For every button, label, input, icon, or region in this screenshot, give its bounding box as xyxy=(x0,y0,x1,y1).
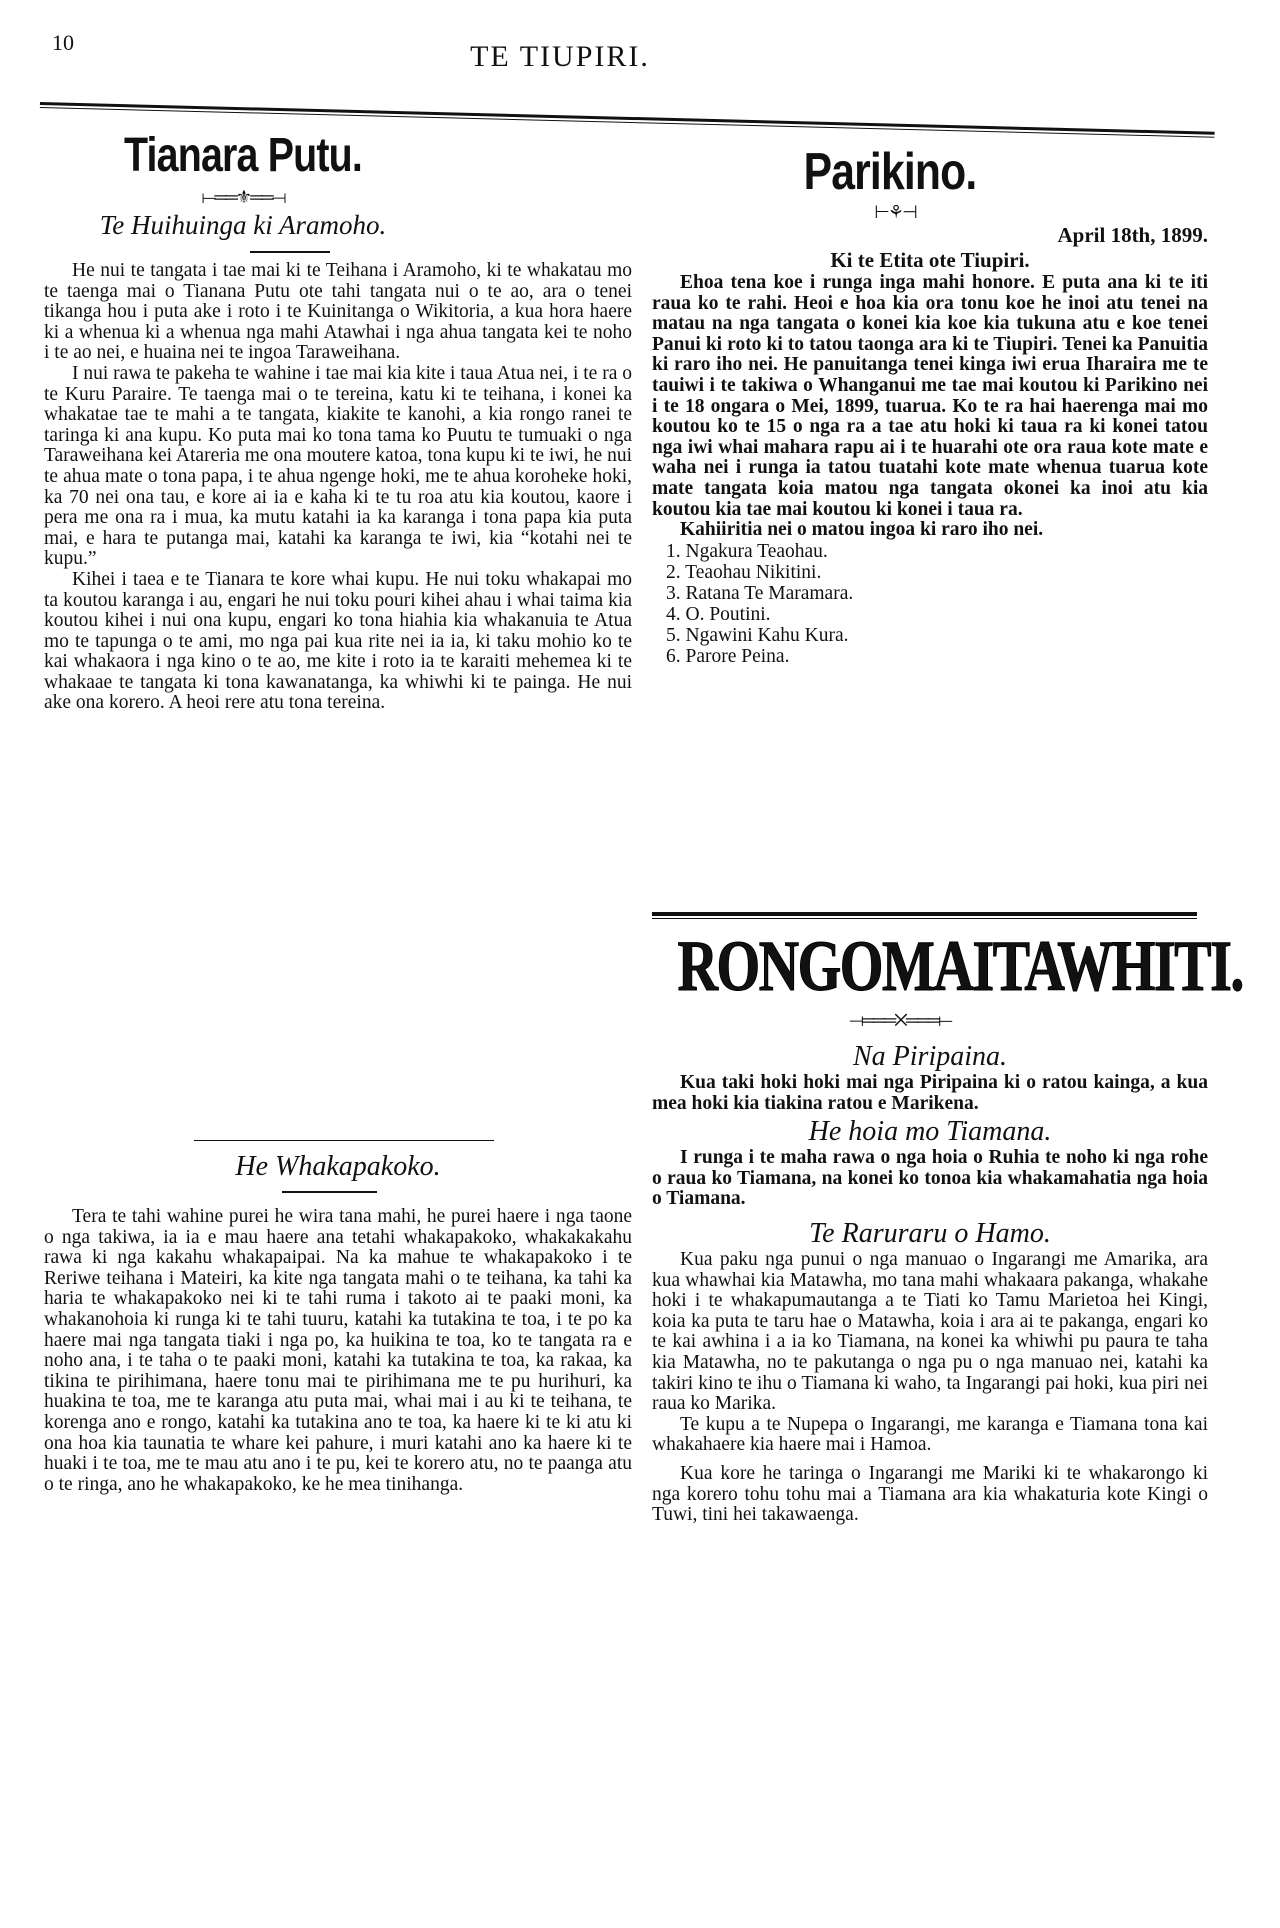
article-title: He Whakapakoko. xyxy=(235,1151,441,1182)
paragraph: Ehoa tena koe i runga inga mahi honore. E puta ana ki te iti raua ko te rahi. Heoi e hoa kia ora tonu koe he inoi atu tenei na matau na nga tangata o konei kia koe kia tukuna atu e koe tenei Panui ki roto ki to tatou taonga ara ki te Tiupiri. Tenei ka Panuitia ki raro iho nei. He panuitanga tenei kinga iwi erua Iharaira me te tauiwi i te takiwa o Whanganui me tae mai koutou ki Parikino nei i te 18 ongara o Mei, 1899, tuarua. Ko te ra hai haerenga mai mo koutou ko te 15 o nga ra a tae atu hoki ki taua ra ki konei tatou nga iwi whai mahara rapu ai i te huarahi ote ora raua kote mate e waha nei i runga ia tatou tuatahi kote mate whenua tuarua kote mate tangata koia matou nga tangata okonei ka inoi atu kia koutou kia tae mai koutou ki konei i taua ra. xyxy=(652,272,1208,520)
paragraph: Kua taki hoki hoki mai nga Piripaina ki o ratou kainga, a kua mea hoki kia tiakina ratou e Marikena. xyxy=(652,1072,1208,1114)
list-item: 6. Parore Peina. xyxy=(666,645,790,667)
item-title: He hoia mo Tiamana. xyxy=(808,1116,1052,1148)
article-body xyxy=(44,261,632,714)
newspaper-title: TE TIUPIRI. xyxy=(470,40,650,73)
article-body xyxy=(44,1207,632,1495)
article-subtitle: Te Huihuinga ki Aramoho. xyxy=(99,210,387,240)
paragraph: Kahiiritia nei o matou ingoa ki raro iho nei. xyxy=(680,519,1044,541)
ornament-divider-icon: ⊢⚘⊣ xyxy=(874,202,916,222)
item-body xyxy=(652,1148,1208,1210)
paragraph: I runga i te maha rawa o nga hoia o Ruhia te noho ki nga rohe o raua ko Tiamana, na konei ko tonoa kia whakamahatia nga hoia o Tiamana. xyxy=(652,1147,1208,1210)
divider xyxy=(250,251,330,253)
ornament-divider-icon: ⟝══⚜══⟞ xyxy=(201,187,285,207)
letter-salutation: Ki te Etita ote Tiupiri. xyxy=(830,248,1030,272)
article-tianara-putu xyxy=(44,128,632,714)
paragraph: Kihei i taea e te Tianara te kore whai kupu. He nui toku whakapai mo ta koutou karanga i au, engari he nui toku pouri kihei ahau i whai taima kia koutou kihei i nui ona kupu, engari ko tona hiahia kia whakanuia te Atua mo te tapunga o te ami, mo nga pai kua rite nei ia ia, ki taku mohio ko te kai whakaora i nga kino o te ao, me kite i roto ia te karaiti mehemea ki te whakaae te tangata ki tona kawanatanga, ka whiwhi ki te painga. He nui ake ona korero. A heoi rere atu tona tereina. xyxy=(44,568,632,714)
article-he-whakapakoko xyxy=(44,1140,632,1495)
paragraph: He nui te tangata i tae mai ki te Teihana i Aramoho, ki te whakatau mo te taenga mai o Tianana Putu ote tahi tangata nui o te ao, ara o tenei tikanga hou i puta ake i roto i te Kuinitanga o Wikitoria, a kua hora haere ki a whenua ki a whenua nga mahi Atawhai i nga ahua tangata kei te noho i te ao nei, e huaina nei te ingoa Taraweihana. xyxy=(44,260,632,364)
section-rule xyxy=(652,912,1197,919)
list-item: 2. Teaohau Nikitini. xyxy=(666,561,822,583)
list-item: 1. Ngakura Teaohau. xyxy=(666,540,828,562)
list-item: 3. Ratana Te Maramara. xyxy=(666,582,854,604)
section-rongomaitawhiti xyxy=(652,912,1243,1526)
letter-date: April 18th, 1899. xyxy=(1057,223,1208,247)
section-title: RONGOMAITAWHITI. xyxy=(677,926,1243,1006)
list-item: 4. O. Poutini. xyxy=(666,603,771,625)
paragraph: Te kupu a te Nupepa o Ingarangi, me karanga e Tiamana tona kai whakahaere kia haere mai i Hamoa. xyxy=(652,1413,1208,1456)
letter-body xyxy=(652,273,1208,541)
item-body xyxy=(652,1073,1208,1114)
paragraph: Kua paku nga punui o nga manuao o Ingarangi me Amarika, ara kua whawhai kia Matawha, mo tana mahi whakaara pakanga, whakahe hoki i te whakapumautanga a te Tiati ko Tamu Marietoa hei Kingi, koia ka puta te taru hae o Matawha, koia i ara ai te pakanga, engari ko te kai awhina i a ia ko Tiamana, na konei ka whiwhi pu paura te taha kia Matawha, no te pakutanga o nga pu o nga manuao nei, katahi ka takiri kino te ihu o Tiamana ki waho, ta Ingarangi pai hoki, kua piri nei raua ko Marika. xyxy=(652,1248,1208,1415)
divider xyxy=(282,1191,377,1193)
item-body xyxy=(652,1250,1208,1526)
page-number: 10 xyxy=(52,30,74,55)
list-item: 5. Ngawini Kahu Kura. xyxy=(666,624,849,646)
ornament-divider-icon: ⟞═══✕═══⟝ xyxy=(848,1010,952,1030)
letter-parikino xyxy=(652,142,1208,667)
paragraph: Tera te tahi wahine purei he wira tana mahi, he purei haere i nga taone o nga takiwa, ia ia e mau haere ana tetahi whakapakoko, whakakakahu rawa ki nga kakahu whakapaipai. Na ka mahue te whakapakoko i te Reriwe teihana i Mateiri, ka kite nga tangata mahi o te teihana, ka tahi ka haria te whakapakoko nei ki te tahi ruma i takoto ai te paaki moni, ka whakanohoia ki runga ki te tahi tuuru, katahi ka tutakina te toa, i te po ka haere mai nga tangata tiaki i nga po, ka huikina te toa, ko te tangata ra e noho ana, i te taha o te paaki moni, katahi ka tutakina te toa, ka rakaa, ka tikina te pirihimana, haere tonu mai te pirihimana me te pu hurihuri, ka huakina te toa, me te karanga atu puta mai, whai mai i au ki te teihana, te korenga ano e rongo, katahi ka tutakina ano te toa, ka haere ki te ki atu ki ona hoa kia taunatia te whare kei pahure, i muri katahi ano ka haere ki te huaki i te toa, me te mau atu ano i te pu, kei te korero atu, no te paanga atu o te ringa, ano he whakapakoko, ke he mea tinihanga. xyxy=(44,1206,632,1495)
paragraph: I nui rawa te pakeha te wahine i tae mai kia kite i taua Atua nei, i te ra o te Kuru Paraire. Te taenga mai o te tereina, katu ki te teihana, i konei ka whakatae tae te mahi a te tangata, kiakite te kanohi, a kia rongo ranei te taringa ki ana kupu. Ko puta mai ko tona tama ko Puutu te tumuaki o nga Taraweihana kei Atareria me ona moutere katoa, tona kupu ki te iwi, he nui te ahua mate o tona papa, i te ahua ngenge hoki, me te ahua koroheke hoki, ka 70 nei ona tau, e kore ai ia e kaha ki te tu roa atu kia koutou, kaore i pera me ona ra i mua, ka mutu katahi ia ka karanga i tona papa kia puta mai, e hara te putanga mai, katahi ka karanga te iwi, kia “kotahi nei te kupu.” xyxy=(44,362,632,570)
item-title: Na Piripaina. xyxy=(852,1041,1007,1072)
item-title: Te Raruraru o Hamo. xyxy=(809,1217,1051,1249)
letter-title: Parikino. xyxy=(803,143,977,201)
article-title: Tianara Putu. xyxy=(124,129,362,182)
divider xyxy=(194,1140,494,1141)
signatory-list xyxy=(652,541,1208,667)
paragraph: Kua kore he taringa o Ingarangi me Mariki ki te whakarongo ki nga korero tohu tohu mai a Tiamana ara kia whakaturia kote Kingi o Tuwi, tini hei takawaenga. xyxy=(652,1462,1208,1526)
